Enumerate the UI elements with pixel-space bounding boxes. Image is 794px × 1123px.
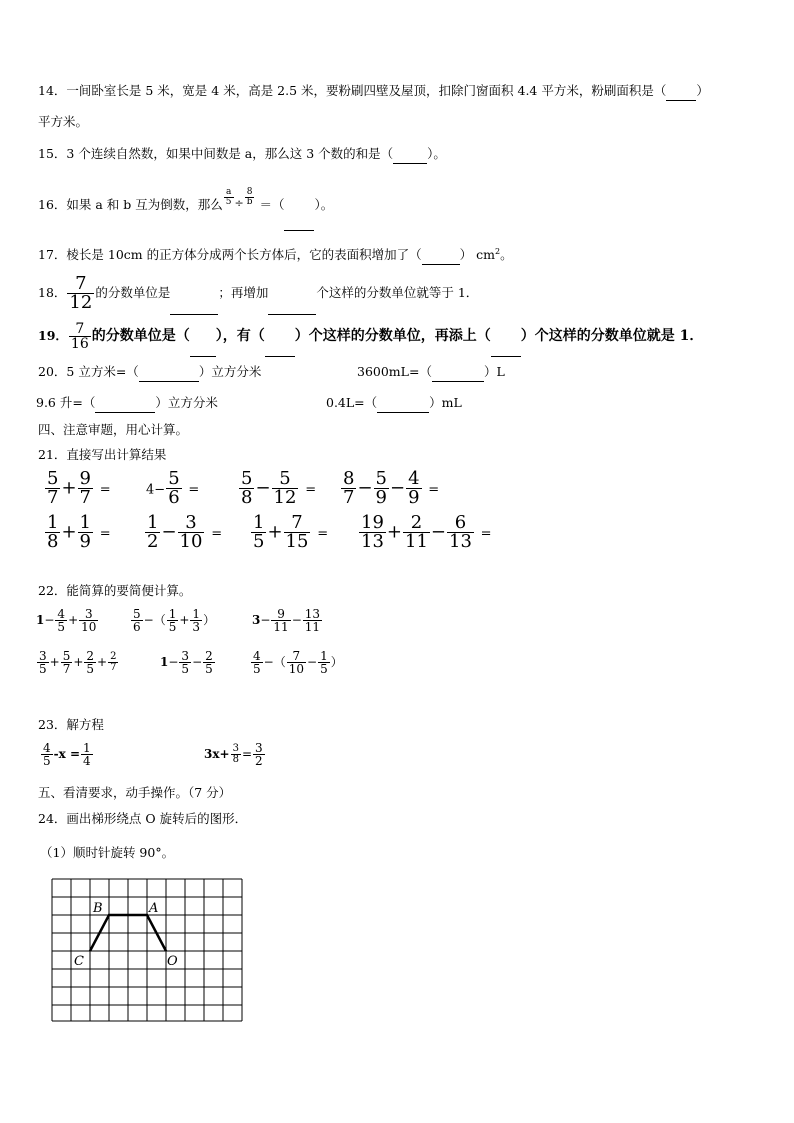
question-17: 17．棱长是 10cm 的正方体分成两个长方体后，它的表面积增加了（ ） $cm^2$。	[38, 243, 513, 265]
q22-row1-expr2: $\frac{5}{6}$ −（ $\frac{1}{5}$ + $\frac{1}{3}$ ）	[133, 607, 216, 634]
q18-blank-1[interactable]	[170, 272, 218, 315]
q21-row1-expr4: $\frac{8}{7}$ − $\frac{5}{9}$ − $\frac{4}{9}$ =	[343, 468, 440, 508]
question-18: 18． $\frac{7}{12}$ 的分数单位是 ；再增加 个这样的分数单位就等于 1．	[38, 273, 479, 313]
question-19: 19． $\frac{7}{16}$ 的分数单位是（ ），有（ ）个这样的分数单位，再添上（ ）个这样的分数单位就是 1．	[38, 316, 703, 357]
section-5-heading: 五、看清要求，动手操作。（7 分）	[38, 785, 232, 800]
question-23-title: 23．解方程	[38, 717, 104, 732]
q16-fraction-a: $\frac{a}{5}$	[225, 187, 232, 207]
q18-fraction: $\frac{7}{12}$	[69, 273, 93, 313]
question-20-row-1b: 3600mL=（ ）L	[357, 363, 505, 382]
section-4-heading: 四、注意审题，用心计算。	[38, 422, 189, 437]
q20-blank-2[interactable]	[432, 363, 484, 382]
q21-row2-expr3: $\frac{1}{5}$ + $\frac{7}{15}$ =	[253, 512, 329, 552]
label-C: C	[74, 954, 84, 969]
q23-equation-1: $\frac{4}{5}$ -x = $\frac{1}{4}$	[43, 741, 91, 768]
q22-row2-expr1: $\frac{3}{5}$ + $\frac{5}{7}$ + $\frac{2}{5}$ + $\frac{2}{7}$	[39, 649, 117, 676]
q14-blank[interactable]	[666, 82, 696, 101]
label-A: A	[149, 901, 159, 916]
q21-row2-expr4: $\frac{19}{13}$ + $\frac{2}{11}$ − $\frac{6}{13}$ =	[361, 512, 492, 552]
q18-blank-2[interactable]	[268, 272, 316, 315]
q21-row2-expr2: $\frac{1}{2}$ − $\frac{3}{10}$ =	[147, 512, 223, 552]
q22-row1-expr3: 3− $\frac{9}{11}$ − $\frac{13}{11}$	[252, 607, 321, 634]
question-14-cont: 平方米。	[38, 114, 89, 129]
q23-equation-2: 3x+ $\frac{3}{8}$ = $\frac{3}{2}$	[204, 741, 263, 768]
question-20-row-2b: 0.4L=（ ）mL	[326, 394, 462, 413]
label-B: B	[93, 901, 103, 916]
q19-fraction: $\frac{7}{16}$	[70, 320, 89, 352]
q21-row1-expr1: $\frac{5}{7}$ + $\frac{9}{7}$ =	[47, 468, 111, 508]
q19-blank-1[interactable]	[190, 316, 216, 357]
q14-text: 14．一间卧室长是 5 米，宽是 4 米，高是 2.5 米，要粉刷四壁及屋顶，扣除门窗面积 4.4 平方米，粉刷面积是（	[38, 83, 667, 98]
question-24-sub: （1）顺时针旋转 90°。	[40, 845, 175, 860]
question-22-title: 22．能简算的要简便计算。	[38, 583, 192, 598]
question-14: 14．一间卧室长是 5 米，宽是 4 米，高是 2.5 米，要粉刷四壁及屋顶，扣除门窗面积 4.4 平方米，粉刷面积是（ ）	[38, 82, 709, 101]
q15-blank[interactable]	[393, 145, 427, 164]
grid-lines	[52, 879, 242, 1021]
q21-row1-expr2: 4− $\frac{5}{6}$ =	[146, 468, 200, 508]
question-20-row-1: 20．5 立方米=（ ）立方分米	[38, 363, 261, 382]
q21-row1-expr3: $\frac{5}{8}$ − $\frac{5}{12}$ =	[241, 468, 317, 508]
q20-blank-1[interactable]	[139, 363, 199, 382]
label-O: O	[167, 954, 178, 969]
question-21-title: 21．直接写出计算结果	[38, 447, 167, 462]
q19-blank-2[interactable]	[265, 316, 295, 357]
q19-blank-3[interactable]	[491, 316, 521, 357]
q17-blank[interactable]	[422, 246, 460, 265]
q22-row1-expr1: 1− $\frac{4}{5}$ + $\frac{3}{10}$	[36, 607, 97, 634]
q17-unit: cm	[476, 247, 495, 263]
rotation-grid-figure	[48, 876, 248, 1026]
question-20-row-2: 9.6 升=（ ）立方分米	[36, 394, 218, 413]
q21-row2-expr1: $\frac{1}{8}$ + $\frac{1}{9}$ =	[47, 512, 111, 552]
q16-blank[interactable]	[284, 180, 314, 231]
question-16: 16．如果 a 和 b 互为倒数，那么 $\frac{a}{5}$ ÷ $\frac{8}{b}$ ＝（ ）。	[38, 180, 333, 231]
question-24-title: 24．画出梯形绕点 O 旋转后的图形．	[38, 811, 248, 826]
q20-blank-3[interactable]	[95, 394, 155, 413]
q22-row2-expr3: $\frac{4}{5}$ −（ $\frac{7}{10}$ − $\frac{1}{5}$ ）	[253, 649, 343, 676]
q20-blank-4[interactable]	[377, 394, 429, 413]
question-15: 15．3 个连续自然数，如果中间数是 a，那么这 3 个数的和是（ ）。	[38, 145, 446, 164]
q16-fraction-b: $\frac{8}{b}$	[246, 187, 253, 207]
q22-row2-expr2: 1− $\frac{3}{5}$ − $\frac{2}{5}$	[160, 649, 213, 676]
